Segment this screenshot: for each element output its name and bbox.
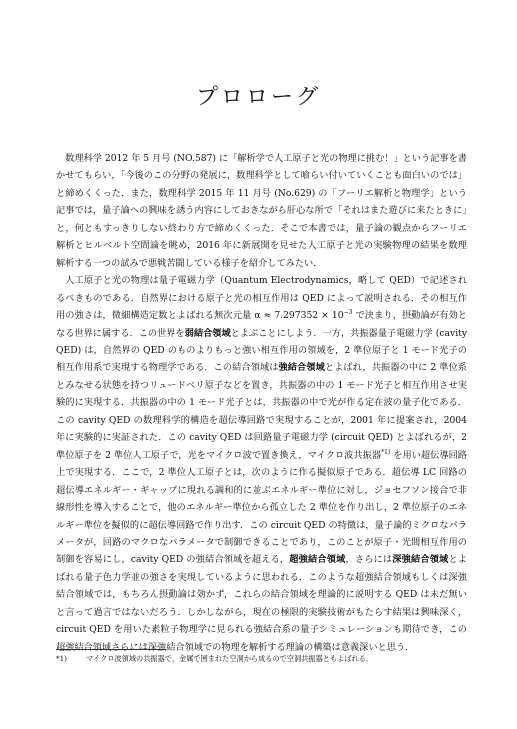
paragraph [56,272,467,656]
text-run: とよぶことにしよう．一方，共振器量子電磁力学 (cavity QED) は，自然界の QED のものよりもっと強い相互作用の領域を，2 準位原子と 1 モード光子の相互作用系で実現する物理学である．この結合領域は [56,327,468,374]
bold-term: 強結合領域 [278,362,325,374]
footnote-mark: *1) [56,654,67,663]
text-run: 数理科学 2012 年 5 月号 (NO.587) に「解析学で人工原子と光の物理に挑む！」という記事を書かせてもらい，「今後のこの分野の発展に，数理科学として喰らい付いていくことも面白いのでは」と締めくくった．また，数理科学 2015 年 11 月号 (No.629) の「フーリエ解析と物理学」という記事では，量子論への興味を誘う内容にしておきながら肝心な所で「それはまた遊びに来たときに」と，何ともすっきりしない終わり方で締めくくった．そこで本書では，量子論の観点からフーリエ解析とヒルベルト空間論を眺め，2016 年に新展開を見せた人工原子と光の実験物理の結果を数理解析する一つの試みで悪戦苦闘している様子を紹介してみたい． [56,153,467,269]
superscript: *1) [381,448,391,456]
text-run: とよばれる量子色力学並の強さを実現しているように思われる．このような超強結合領域もしくは深強結合領域では，もちろん摂動論は効かず，これらの結合領域を理論的に説明する QED は未だ無いと言って過言ではないだろう．しかしながら，現在の極限的実験技術がもたらす結果は興味深く，circuit QED を用いた素粒子物理学に見られる強結合系の量子シミュレーションも期待でき，この超強結合領域さらには深強結合領域での物理を解析する理論の構築は意義深いと思う． [56,554,468,653]
paragraph [56,150,467,272]
footnote-text: マイクロ波領域の共振器で，金属で囲まれた空洞から成るので空洞共振器ともよばれる． [86,654,374,663]
text-run: で決まり，摂動論が有効となる世界に属する．この世界を [56,310,467,339]
text-run: 人工原子と光の物理は量子電磁力学（Quantum Electrodynamics，略して QED）で記述されるべきものである．自然界における原子と光の相互作用は QED によって説明される．その相互作用の強さは，微細構造定数とよばれる無次元量 α ≈ 7.297352 × 10 [56,275,467,322]
text-run: を用い超伝導回路上で実現する．ここで，2 準位人工原子とは，次のように作る擬似原子である．超伝導 LC 回路の超伝導エネルギー・ギャップに現れる調和的に並ぶエネルギー準位に対し，ジョセフソン接合で非線形性を導入することで，他のエネルギー準位から孤立した 2 準位を作り出し，2 準位原子のエネルギー準位を擬似的に超伝導回路で作り出す．この circuit QED の特徴は，量子論的ミクロなパラメータが，回路のマクロなパラメータで制御できることであり，このことが原子・光間相互作用の制御を容易にし，cavity QED の強結合領域を超える， [56,449,467,566]
text-run: ，さらには [345,554,393,566]
bold-term: 深強結合領域 [392,554,449,566]
text-run: とよばれ，共振器の中に 2 準位系とみなせる状態を持つリュードベリ原子などを置き，共振器の中の 1 モード光子と相互作用させ実験的に実現する．共振器の中の 1 モード光子とは，共振器の中で光が作る定在波の量子化である．この cavity QED の数理科学的構造を超伝導回路で実現することが，2001 年に提案され，2004 年に実験的に実証された．この cavity QED は回路量子電磁力学 (circuit QED) とよばれるが，2 準位原子を 2 準位人工原子で，光をマイクロ波で置き換え，マイクロ波共振器 [56,362,467,461]
bold-term: 弱結合領域 [184,327,231,339]
bold-term: 超強結合領域 [289,554,346,566]
footnote-divider [56,649,166,650]
superscript: −3 [343,309,353,317]
footnote [56,654,467,664]
page-title: プロローグ [195,85,321,110]
body-text [56,150,467,656]
